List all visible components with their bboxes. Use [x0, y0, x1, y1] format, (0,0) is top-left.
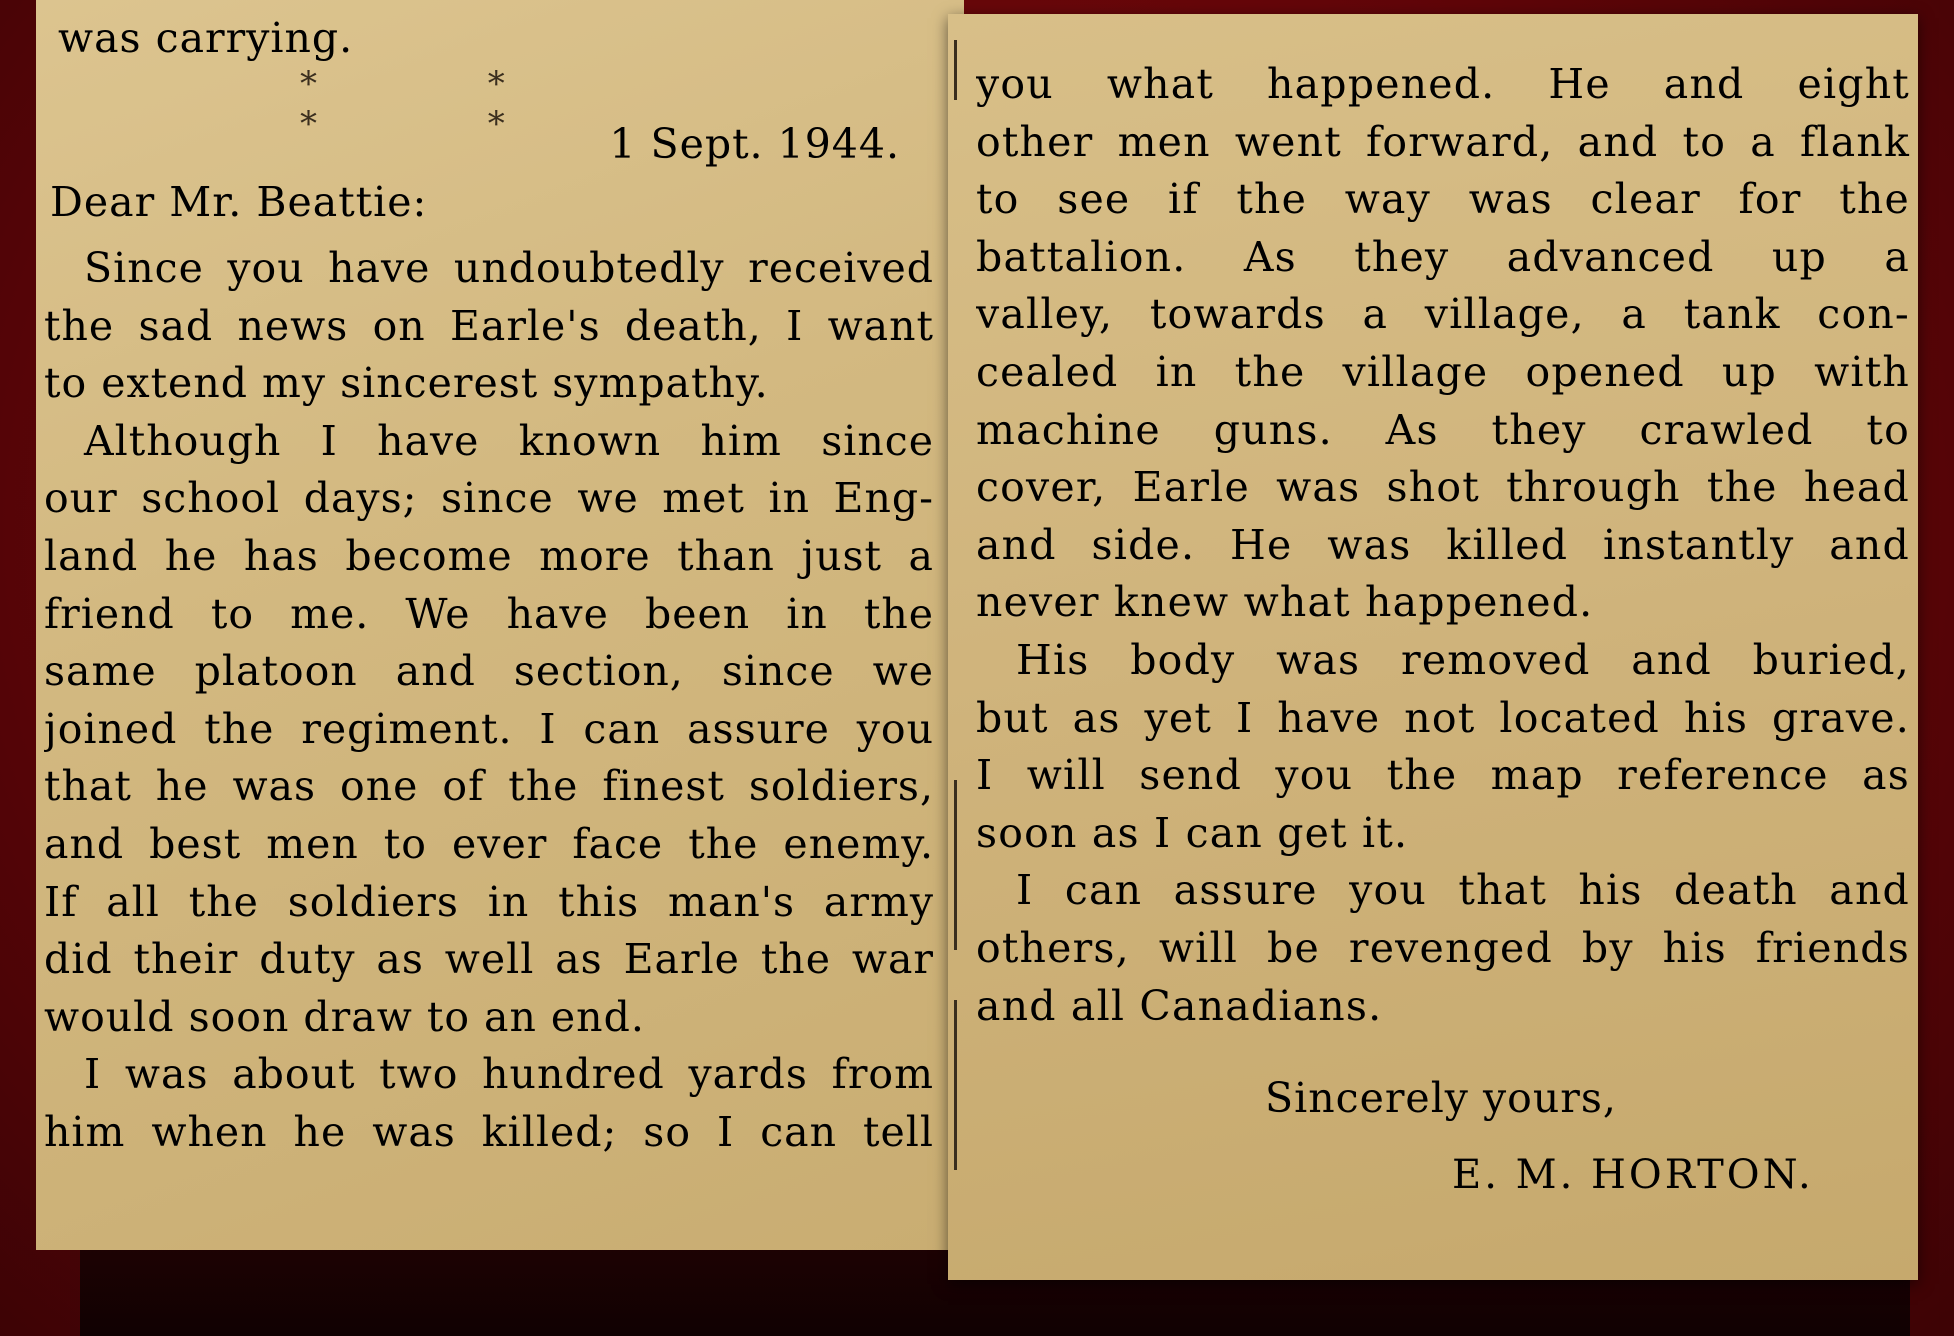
text-line: I was about two hundred yards from — [84, 1050, 934, 1099]
text-line: would soon draw to an end. — [44, 992, 645, 1041]
text-line: I will send you the map reference as — [976, 751, 1910, 800]
text-line: battalion. As they advanced up a — [976, 232, 1910, 281]
letter-signoff: Sincerely yours, — [1265, 1074, 1617, 1122]
text-line: did their duty as well as Earle the war — [44, 935, 934, 984]
column-rule — [954, 40, 957, 100]
letter-date: 1 Sept. 1944. — [609, 120, 900, 168]
text-line: the sad news on Earle's death, I want — [44, 301, 934, 350]
first-line: was carrying. — [58, 14, 354, 62]
text-line: others, will be revenged by his friends — [976, 923, 1910, 972]
text-line: you what happened. He and eight — [976, 60, 1910, 108]
text-line: land he has become more than just a — [44, 531, 934, 580]
letter-signature: E. M. HORTON. — [1452, 1152, 1814, 1198]
text-line: friend to me. We have been in the — [44, 589, 934, 638]
left-column-body — [44, 240, 934, 1162]
text-line: same platoon and section, since we — [44, 647, 934, 696]
text-line: and side. He was killed instantly and — [976, 520, 1910, 569]
column-rule — [954, 780, 957, 950]
text-line: His body was removed and buried, — [1016, 635, 1910, 684]
text-line: machine guns. As they crawled to — [976, 405, 1910, 454]
text-line: Since you have undoubtedly received — [84, 244, 934, 292]
text-line: cover, Earle was shot through the head — [976, 463, 1910, 512]
text-line: never knew what happened. — [976, 578, 1594, 627]
text-line: but as yet I have not located his grave. — [976, 693, 1910, 742]
text-line: Although I have known him since — [84, 416, 934, 465]
text-line: him when he was killed; so I can tell — [44, 1107, 934, 1156]
text-line: our school days; since we met in Eng- — [44, 474, 934, 523]
text-line: If all the soldiers in this man's army — [44, 877, 934, 926]
text-line: joined the regiment. I can assure you — [44, 704, 934, 753]
text-line: I can assure you that his death and — [1016, 866, 1910, 915]
text-line: to see if the way was clear for the — [976, 175, 1910, 224]
section-break-stars: * * * * — [300, 64, 585, 144]
text-line: and best men to ever face the enemy. — [44, 819, 934, 868]
text-line: valley, towards a village, a tank con- — [976, 290, 1910, 339]
text-line: and all Canadians. — [976, 981, 1383, 1030]
text-line: cealed in the village opened up with — [976, 347, 1910, 396]
text-line: soon as I can get it. — [976, 808, 1409, 857]
text-line: to extend my sincerest sympathy. — [44, 359, 769, 408]
text-line: other men went forward, and to a flank — [976, 117, 1910, 166]
column-rule — [954, 1000, 957, 1170]
salutation: Dear Mr. Beattie: — [50, 178, 428, 226]
right-column-body — [976, 56, 1910, 1035]
text-line: that he was one of the finest soldiers, — [44, 762, 934, 811]
